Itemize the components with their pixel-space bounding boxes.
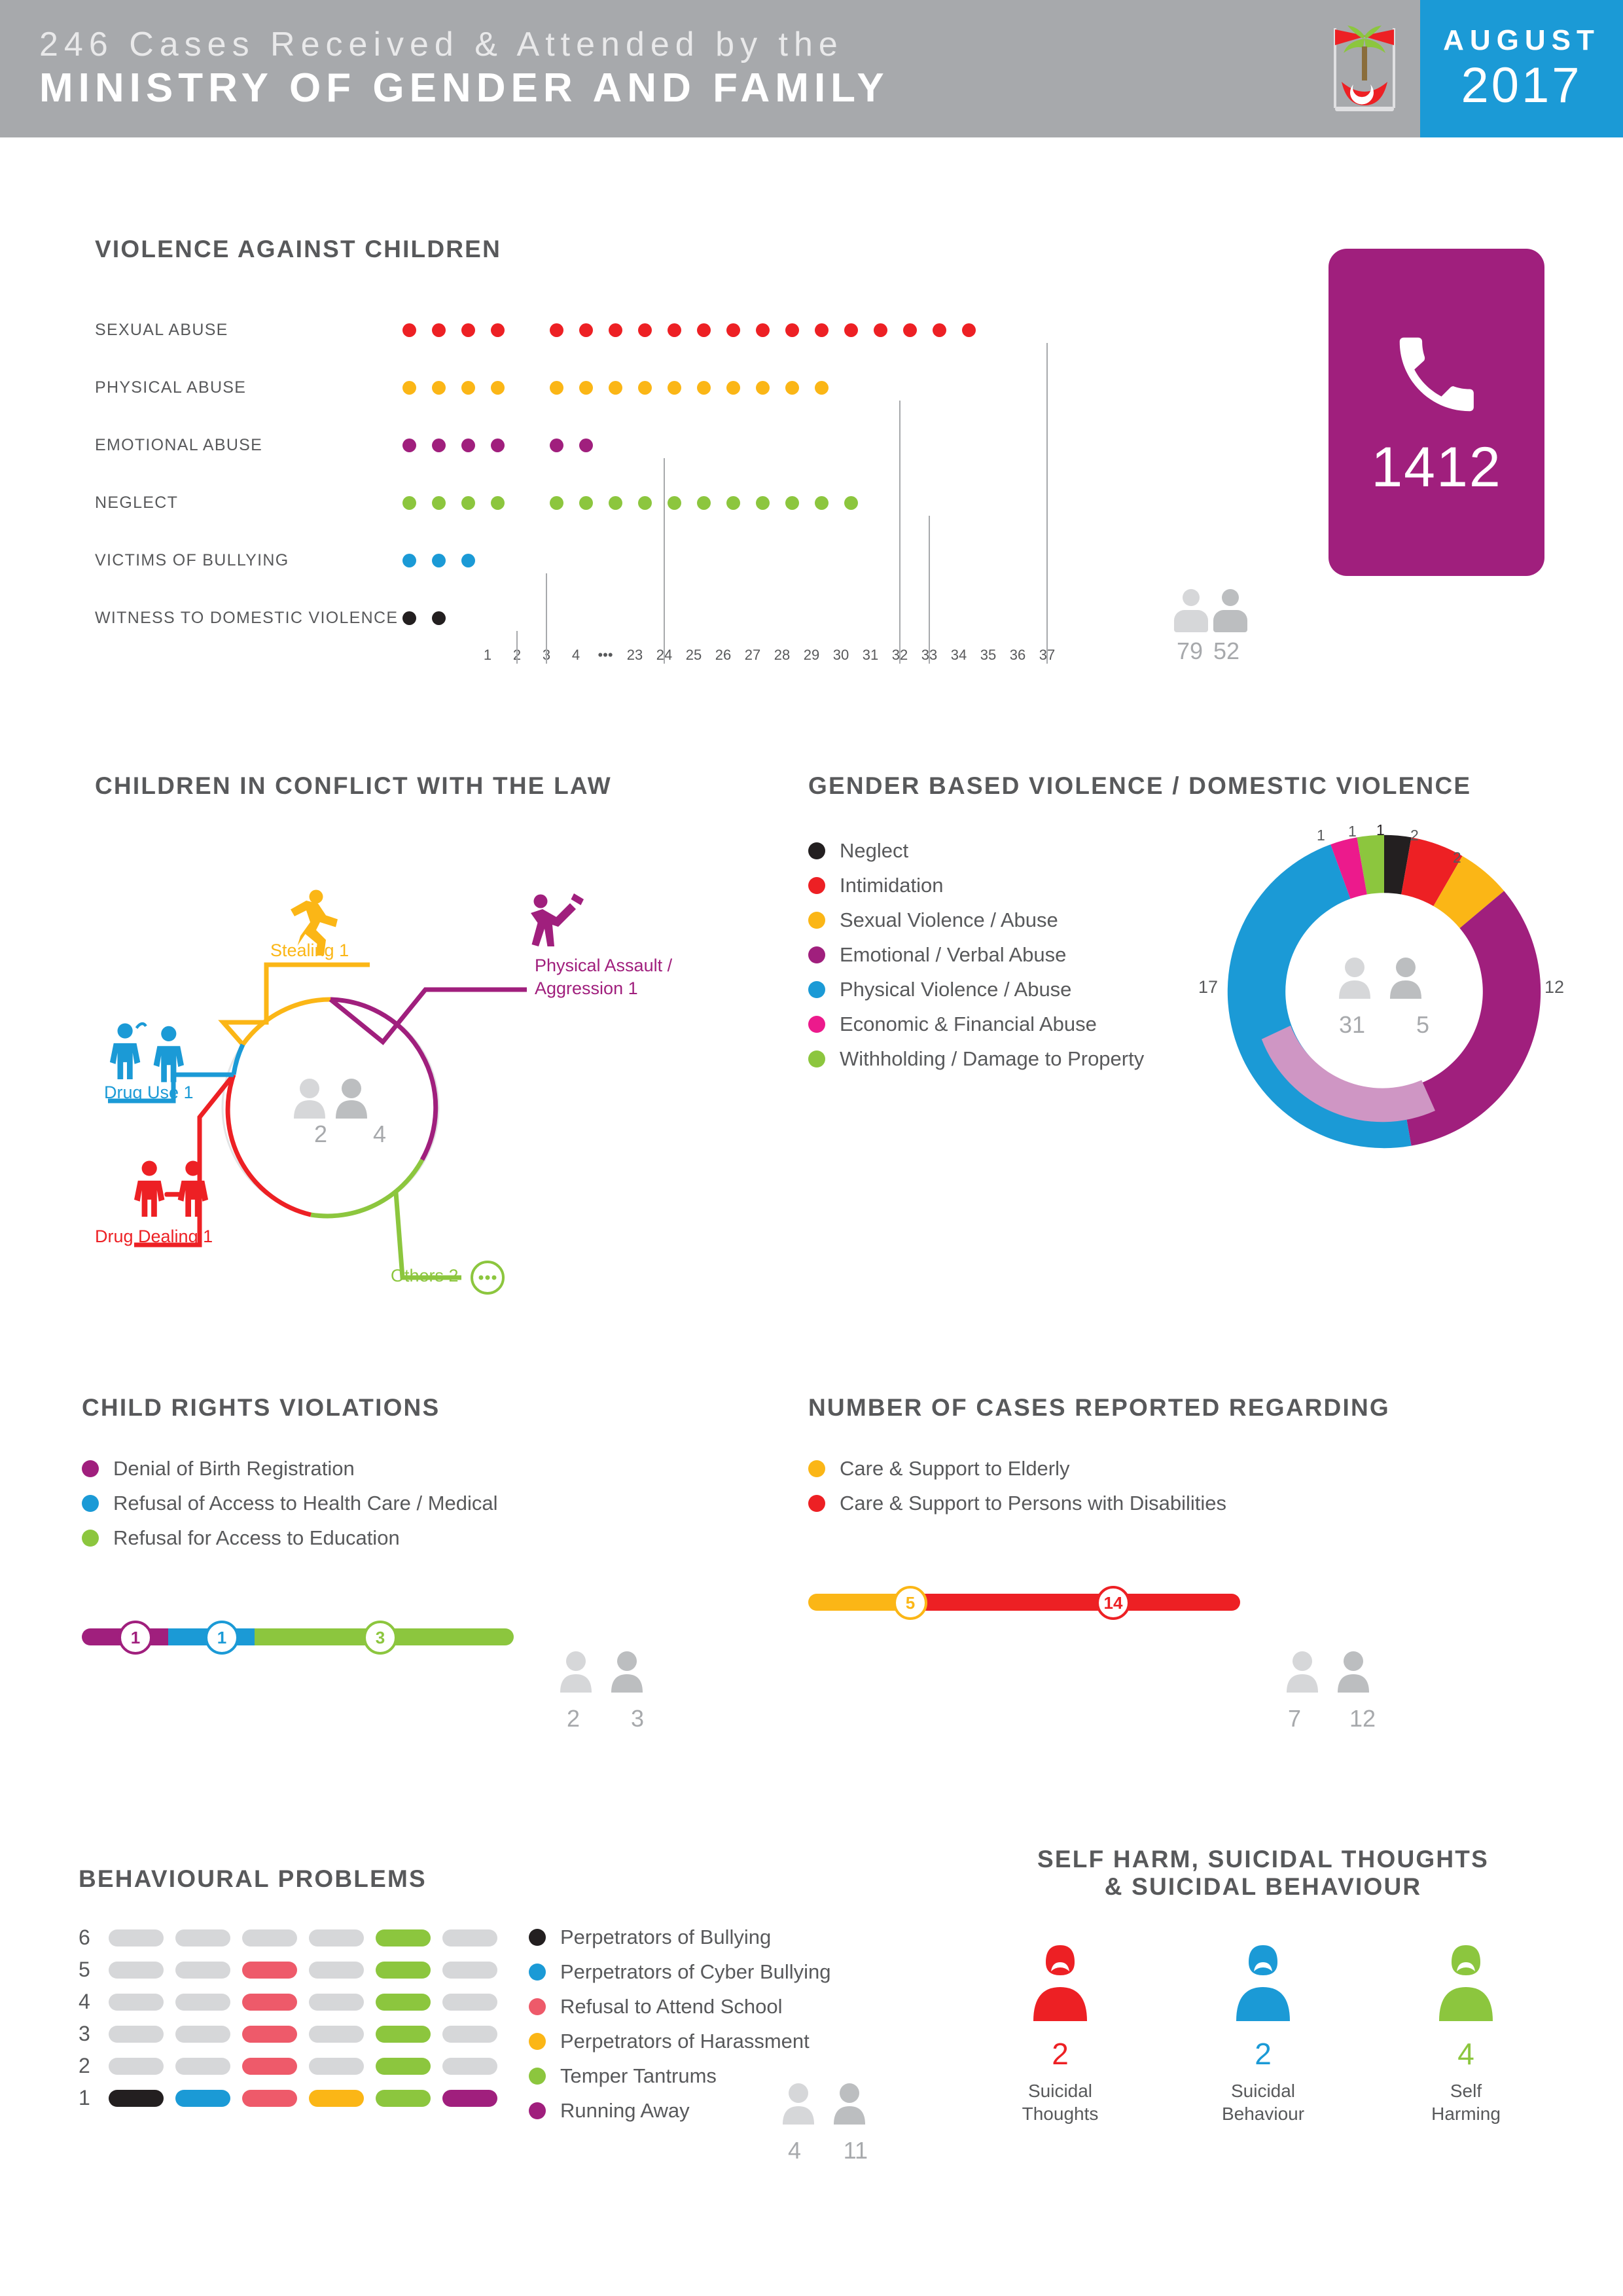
ncr-bar [808,1594,1240,1611]
section-title-cicl: CHILDREN IN CONFLICT WITH THE LAW [95,772,612,799]
beh-cell [109,2058,164,2075]
vac-dot [609,496,622,510]
beh-rank-label: 4 [79,1990,90,2013]
vac-dot [726,381,740,395]
section-title-ncr: NUMBER OF CASES REPORTED REGARDING [808,1394,1390,1421]
vac-dot [638,323,652,337]
vac-dot [579,496,593,510]
legend-label: Refusal for Access to Education [113,1526,400,1549]
beh-cell [242,2026,297,2043]
vac-axis-tick: 35 [980,647,997,663]
gbv-value-neglect: 1 [1376,821,1385,838]
legend-item [529,1926,831,1949]
cicl-label-drug-dealing: Drug Dealing 1 [95,1227,213,1246]
page-title: MINISTRY OF GENDER AND FAMILY [39,65,889,111]
assault-icon [531,893,584,946]
self-harm-items [969,1940,1558,2125]
vac-axis-tick: 29 [803,647,820,663]
vac-dot [550,381,563,395]
beh-cell [442,1962,497,1979]
gbv-value-emotional: 12 [1544,977,1565,997]
vac-dot [815,381,829,395]
legend-label: Care & Support to Persons with Disabilities [840,1492,1226,1515]
vac-axis-tick: 4 [571,647,580,663]
vac-dot [579,439,593,452]
legend-label: Sexual Violence / Abuse [840,908,1058,931]
section-title-beh: BEHAVIOURAL PROBLEMS [79,1865,427,1892]
vac-label: WITNESS TO DOMESTIC VIOLENCE [95,608,399,627]
section-title-sh-line2: & SUICIDAL BEHAVIOUR [1104,1873,1422,1900]
vac-dot [402,439,416,452]
vac-axis-tick: 32 [891,647,908,663]
vac-axis-tick: 33 [921,647,938,663]
self-harm-value: 2 [1052,2037,1069,2071]
gbv-value-withholding: 1 [1348,823,1357,840]
gbv-value-sexual: 2 [1453,849,1461,866]
beh-rank-label: 2 [79,2054,90,2077]
beh-cell [109,1962,164,1979]
ncr-bar-track [808,1594,1240,1611]
beh-cell [442,1929,497,1946]
female-count: 79 [1176,637,1204,664]
vac-dot [844,323,858,337]
beh-row [79,1958,509,1982]
vac-dot [697,381,711,395]
beh-rank-label: 6 [79,1926,90,1949]
self-harm-section [969,1846,1558,2125]
beh-cell [442,2090,497,2107]
vac-axis-tick: 37 [1039,647,1056,663]
crv-legend [82,1457,789,1550]
vac-dot [785,496,799,510]
ncr-segment-disabilities [922,1594,1240,1611]
beh-male-count: 11 [843,2137,868,2164]
beh-cell [109,1994,164,2011]
vac-dot [785,381,799,395]
beh-cell [242,1962,297,1979]
beh-row [79,2086,509,2110]
legend-item [82,1492,789,1515]
vac-axis [402,647,1260,673]
beh-female-count: 4 [788,2137,802,2164]
phone-icon [1387,325,1486,423]
gbv-female-count: 31 [1339,1011,1366,1038]
beh-cell [376,1962,431,1979]
child-rights-violations-section [82,1394,789,1732]
cases-reported-section [808,1394,1580,1732]
beh-cell [109,1929,164,1946]
beh-cell [309,2058,364,2075]
beh-grid [79,1926,509,2134]
vac-dot [933,323,946,337]
beh-cell [309,1929,364,1946]
legend-item [808,1492,1580,1515]
legend-dot-icon [529,2033,546,2050]
legend-dot-icon [808,1050,825,1067]
legend-dot-icon [808,1016,825,1033]
beh-row [79,1926,509,1950]
vac-dot [432,439,446,452]
date-year: 2017 [1461,57,1582,113]
legend-dot-icon [808,877,825,894]
ncr-male-count: 12 [1349,1705,1376,1732]
legend-dot-icon [529,1998,546,2015]
beh-people-counts [772,2081,883,2164]
vac-dot [815,496,829,510]
crv-male-count: 3 [630,1705,644,1732]
legend-label: Temper Tantrums [560,2064,717,2087]
vac-axis-tick: 27 [744,647,761,663]
vac-axis-tick: ••• [597,647,613,663]
legend-dot-icon [529,2102,546,2119]
vac-dot [461,439,475,452]
vac-dot [432,496,446,510]
header-title-block [0,0,1309,137]
crv-bar [82,1628,514,1645]
vac-axis-tick: 2 [512,647,522,663]
beh-row [79,2022,509,2046]
beh-cell [309,2090,364,2107]
legend-dot-icon [82,1530,99,1547]
vac-axis-tick: 36 [1009,647,1026,663]
crv-value-birth-registration: 1 [118,1621,152,1655]
vac-label: VICTIMS OF BULLYING [95,550,289,569]
legend-label: Neglect [840,839,909,862]
beh-rank-label: 3 [79,2022,90,2045]
vac-axis-tick: 31 [862,647,879,663]
vac-dot [668,496,681,510]
beh-rank-label: 1 [79,2086,90,2109]
crv-value-health-care: 1 [205,1621,239,1655]
vac-people-counts [1171,589,1250,665]
vac-dot [815,323,829,337]
vac-dot [432,323,446,337]
vac-dot [785,323,799,337]
beh-cell [242,2058,297,2075]
beh-cell [376,1994,431,2011]
vac-row-emotional-abuse [95,416,1260,474]
vac-row-physical-abuse [95,359,1260,416]
vac-row-witness-domestic-violence [95,589,1260,647]
beh-cell [376,2090,431,2107]
vac-label: SEXUAL ABUSE [95,320,228,339]
self-harm-label: Suicidal Thoughts [1022,2081,1099,2124]
beh-cell [309,2026,364,2043]
beh-cell [175,1962,230,1979]
behavioural-problems-section [79,1865,868,2164]
vac-dot [491,381,505,395]
legend-item [808,1457,1580,1480]
vac-axis-tick: 23 [626,647,643,663]
legend-dot-icon [808,1495,825,1512]
vac-dot [402,496,416,510]
vac-dot [491,496,505,510]
self-harm-label: Self Harming [1431,2081,1501,2124]
vac-label: EMOTIONAL ABUSE [95,435,263,454]
vac-dot [903,323,917,337]
self-harm-item [1397,1940,1535,2125]
self-harm-item [1194,1940,1332,2125]
ncr-female-count: 7 [1288,1705,1302,1732]
vac-dot [402,554,416,567]
beh-cell [175,2026,230,2043]
gbv-value-intimidation: 2 [1410,827,1419,844]
vac-dot [402,611,416,625]
violence-against-children-section [95,236,1260,673]
vac-dot [579,323,593,337]
self-harm-label: Suicidal Behaviour [1221,2081,1305,2124]
vac-row-victims-of-bullying [95,531,1260,589]
legend-label: Intimidation [840,874,944,897]
vac-dot [550,323,563,337]
vac-dot-series [402,496,874,510]
legend-label: Denial of Birth Registration [113,1457,355,1480]
vac-axis-tick: 26 [715,647,732,663]
cicl-label-physical-assault: Physical Assault / Aggression 1 [535,956,673,999]
vac-dot [874,323,887,337]
ncr-value-disabilities: 14 [1096,1586,1130,1620]
vac-dot [668,381,681,395]
cicl-diagram [95,826,789,1369]
vac-dot [697,496,711,510]
beh-row [79,2054,509,2078]
vac-axis-tick: 25 [685,647,702,663]
gbv-value-physical: 17 [1198,977,1219,997]
vac-dot [609,323,622,337]
cicl-male-count: 4 [373,1121,387,1147]
legend-label: Physical Violence / Abuse [840,978,1072,1001]
vac-axis-tick: 24 [656,647,673,663]
beh-cell [309,1994,364,2011]
page-header [0,0,1623,137]
vac-dot [962,323,976,337]
date-badge [1420,0,1623,137]
vac-dot-series [402,554,491,567]
male-icon [1213,589,1247,632]
vac-dot [461,323,475,337]
vac-axis-tick: 30 [832,647,849,663]
vac-dot-series [402,611,461,625]
beh-cell [376,1929,431,1946]
vac-dot [756,381,770,395]
people-icons [1171,589,1250,632]
beh-cell [442,2058,497,2075]
vac-dot [638,381,652,395]
vac-dot [402,381,416,395]
legend-dot-icon [529,1929,546,1946]
legend-dot-icon [529,2068,546,2085]
vac-dot [550,439,563,452]
vac-dot-series [402,381,844,395]
legend-item [82,1526,789,1550]
cicl-label-drug-use: Drug Use 1 [104,1083,194,1102]
hotline-badge [1329,249,1544,576]
beh-cell [175,1929,230,1946]
ncr-value-elderly: 5 [893,1586,927,1620]
legend-label: Perpetrators of Harassment [560,2030,810,2053]
beh-cell [109,2090,164,2107]
drug-use-icon [110,1023,184,1082]
vac-dot [756,323,770,337]
vac-dot [432,554,446,567]
vac-dot [461,381,475,395]
legend-item [529,2030,831,2053]
female-icon [1174,589,1208,632]
vac-dot [402,323,416,337]
legend-label: Refusal to Attend School [560,1995,783,2018]
beh-cell [309,1962,364,1979]
legend-label: Withholding / Damage to Property [840,1047,1145,1070]
gbv-donut-chart [1198,821,1565,1162]
person-icon [1227,1940,1299,2025]
vac-axis-tick: 3 [542,647,551,663]
children-in-conflict-section [95,772,815,1369]
hotline-number: 1412 [1371,435,1502,499]
legend-label: Refusal of Access to Health Care / Medical [113,1492,498,1515]
legend-dot-icon [82,1495,99,1512]
vac-dot [491,439,505,452]
self-harm-item [991,1940,1129,2125]
self-harm-value: 2 [1255,2037,1272,2071]
person-icon [1430,1940,1502,2025]
legend-dot-icon [808,842,825,859]
vac-axis-tick: 28 [774,647,791,663]
section-title-sh-line1: SELF HARM, SUICIDAL THOUGHTS [1037,1846,1489,1873]
gbv-people-icons [1329,956,1440,1039]
vac-dot [432,381,446,395]
vac-row-sexual-abuse [95,301,1260,359]
gender-based-violence-section [808,772,1565,1082]
drug-dealing-icon [134,1160,208,1217]
gbv-male-count: 5 [1416,1011,1429,1038]
vac-dot [844,496,858,510]
vac-label: PHYSICAL ABUSE [95,378,247,397]
male-count: 52 [1213,637,1240,664]
vac-dot [726,323,740,337]
vac-axis-tick: 1 [483,647,492,663]
vac-dot [491,323,505,337]
ncr-people-counts [1276,1649,1387,1732]
vac-dot [756,496,770,510]
vac-dot [668,323,681,337]
legend-label: Care & Support to Elderly [840,1457,1070,1480]
vac-dot [609,381,622,395]
cicl-label-stealing: Stealing 1 [270,941,349,960]
crv-people-counts [550,1649,661,1732]
gbv-value-economic: 1 [1317,827,1325,844]
beh-row [79,1990,509,2014]
crv-female-count: 2 [567,1705,580,1732]
cicl-female-count: 2 [314,1121,328,1147]
beh-cell [442,1994,497,2011]
section-title-vac: VIOLENCE AGAINST CHILDREN [95,236,501,262]
self-harm-value: 4 [1457,2037,1474,2071]
beh-cell [242,1994,297,2011]
beh-cell [175,2090,230,2107]
vac-dot [726,496,740,510]
ncr-legend [808,1457,1580,1515]
beh-cell [242,2090,297,2107]
cicl-label-others: Others 2 [391,1266,459,1285]
legend-item [82,1457,789,1480]
legend-dot-icon [82,1460,99,1477]
legend-item [529,1995,831,2018]
legend-dot-icon [808,981,825,998]
vac-dot-series [402,439,609,452]
legend-label: Economic & Financial Abuse [840,1013,1097,1035]
legend-dot-icon [808,912,825,929]
person-icon [1024,1940,1096,2025]
vac-dot-series [402,323,991,337]
legend-label: Running Away [560,2099,690,2122]
section-title-crv: CHILD RIGHTS VIOLATIONS [82,1394,440,1421]
maldives-crest-icon [1309,0,1420,137]
legend-dot-icon [808,1460,825,1477]
legend-dot-icon [529,1964,546,1981]
legend-label: Emotional / Verbal Abuse [840,943,1067,966]
beh-cell [175,1994,230,2011]
vac-dot [432,611,446,625]
legend-label: Perpetrators of Cyber Bullying [560,1960,831,1983]
vac-axis-tick: 34 [950,647,967,663]
legend-item [529,1960,831,1984]
legend-dot-icon [808,946,825,963]
header-subtitle: 246 Cases Received & Attended by the [39,26,844,64]
vac-row-neglect [95,474,1260,531]
vac-label: NEGLECT [95,493,179,512]
beh-cell [109,2026,164,2043]
vac-dot [697,323,711,337]
vac-dot [461,496,475,510]
beh-cell [442,2026,497,2043]
crv-value-education: 3 [363,1621,397,1655]
beh-cell [242,1929,297,1946]
date-month: AUGUST [1443,24,1600,56]
beh-cell [175,2058,230,2075]
beh-cell [376,2026,431,2043]
legend-label: Perpetrators of Bullying [560,1926,772,1948]
vac-dot [579,381,593,395]
section-title-gbv: GENDER BASED VIOLENCE / DOMESTIC VIOLENCE [808,772,1472,799]
beh-rank-label: 5 [79,1958,90,1981]
vac-dot [638,496,652,510]
vac-dot [550,496,563,510]
vac-dot [461,554,475,567]
beh-cell [376,2058,431,2075]
